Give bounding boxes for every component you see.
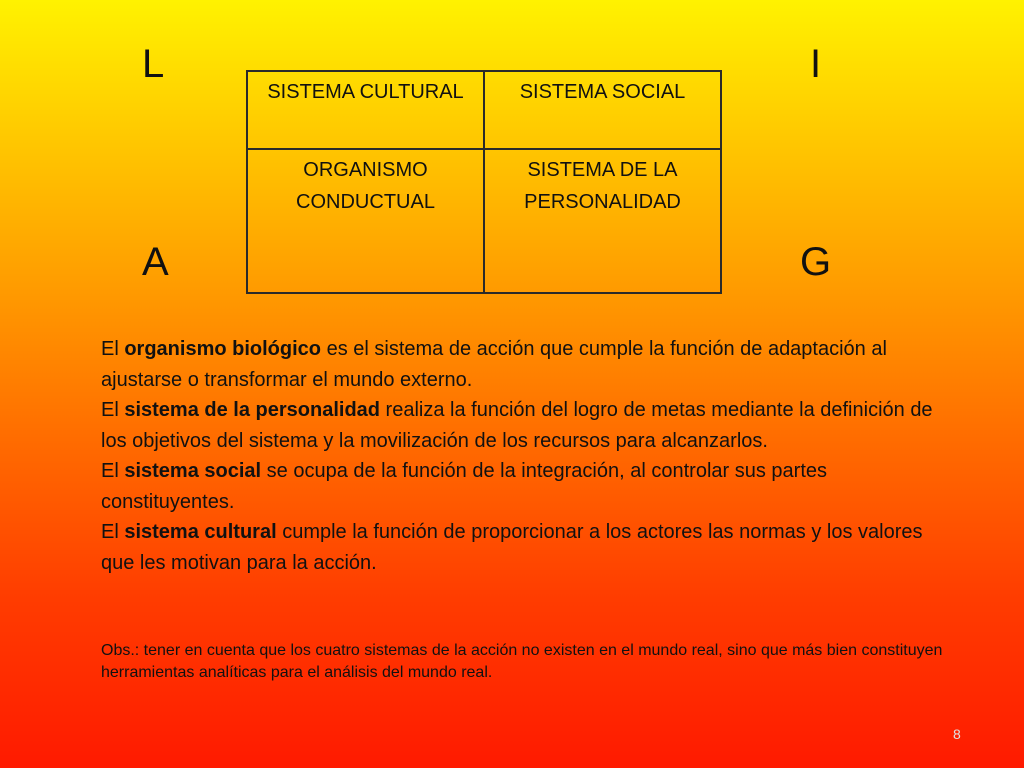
cell-sistema-cultural: SISTEMA CULTURAL [247, 71, 484, 149]
body-text [101, 334, 961, 578]
paragraph-text: es el sistema de acción que cumple la función de adaptación al ajustarse o transformar el mundo externo. [101, 338, 887, 391]
paragraph-text: cumple la función de proporcionar a los actores las normas y los valores que les motivan para la acción. [101, 521, 923, 574]
agil-table [246, 70, 722, 294]
paragraph-social [101, 456, 961, 517]
page-number: 8 [953, 726, 961, 742]
paragraph-text: realiza la función del logro de metas mediante la definición de los objetivos del sistema y la movilización de los recursos para alcanzarlos. [101, 399, 933, 452]
corner-label-g: G [800, 240, 832, 284]
paragraph-text: El [101, 338, 125, 360]
corner-label-i: I [810, 42, 822, 86]
cell-sistema-social: SISTEMA SOCIAL [484, 71, 721, 149]
bold-term: sistema cultural [124, 521, 277, 543]
paragraph-text: El [101, 460, 125, 482]
cell-organismo-conductual: ORGANISMO CONDUCTUAL [247, 149, 484, 293]
cell-sistema-personalidad: SISTEMA DE LA PERSONALIDAD [484, 149, 721, 293]
table-row [247, 149, 721, 293]
paragraph-text: El [101, 399, 125, 421]
paragraph-cultural [101, 517, 961, 578]
paragraph-text: El [101, 521, 125, 543]
paragraph-organismo [101, 334, 961, 395]
table-row [247, 71, 721, 149]
bold-term: sistema de la personalidad [124, 399, 380, 421]
corner-label-l: L [142, 42, 165, 86]
corner-label-a: A [142, 240, 169, 284]
bold-term: organismo biológico [124, 338, 322, 360]
bold-term: sistema social [124, 460, 262, 482]
observation-note: Obs.: tener en cuenta que los cuatro sistemas de la acción no existen en el mundo real, sino que más bien constituyen herramientas analíticas para el análisis del mundo real. [101, 642, 943, 681]
paragraph-text: se ocupa de la función de la integración, al controlar sus partes constituyentes. [101, 460, 827, 513]
paragraph-personalidad [101, 395, 961, 456]
